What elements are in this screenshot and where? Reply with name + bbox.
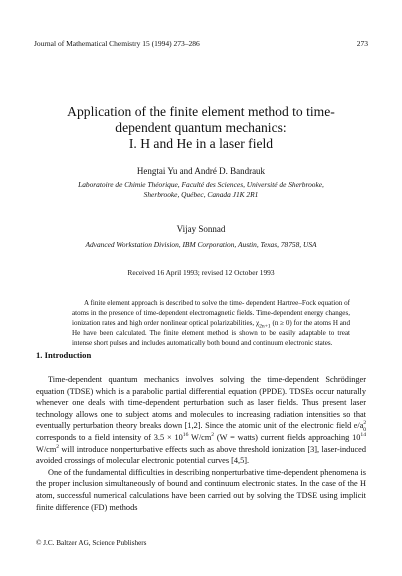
section-heading: 1. Introduction (36, 350, 92, 360)
title-line-3: I. H and He in a laser field (128, 136, 274, 151)
subscript: 0 (363, 427, 366, 434)
page-number: 273 (356, 39, 368, 48)
copyright-footer: © J.C. Baltzer AG, Science Publishers (36, 539, 147, 547)
intro-text: W/cm (36, 444, 57, 454)
superscript: 2 (56, 443, 60, 450)
affiliation-line-2: Sherbrooke, Québec, Canada J1K 2R1 (143, 190, 259, 199)
intro-text: W/cm (188, 432, 212, 442)
introduction-body (36, 374, 366, 513)
superscript: 16 (182, 432, 189, 439)
intro-text: corresponds to a field intensity of 3.5 × 10 (36, 432, 183, 442)
intro-paragraph-1 (36, 374, 366, 467)
superscript: 2 (363, 420, 367, 427)
authors-first: Hengtai Yu and André D. Bandrauk (136, 166, 266, 176)
intro-text: (W = watts) current fields approaching 10 (214, 432, 361, 442)
abstract-text-2: (n ≥ 0) for the atoms H and He have been calculated. The finite element method is shown to be easily adaptable to treat intense short pulses and includes automatically both bound and continuum electronic states. (72, 319, 350, 348)
paper-title (40, 104, 362, 152)
title-line-1: Application of the finite element method to time- (67, 104, 335, 119)
affiliation-sherbrooke (34, 180, 368, 200)
abstract (72, 298, 350, 348)
intro-paragraph-2: One of the fundamental difficulties in describing nonperturbative time-dependent phenomena is the proper inclusion simultaneously of bound and continuum electronic states. In the case of the H atom, successful numerical calculations have been carried out by solving the TDSE using implicit finite difference (FD) methods (36, 467, 366, 512)
title-line-2: dependent quantum mechanics: (115, 120, 287, 135)
affiliation-line-1: Laboratoire de Chimie Théorique, Faculté des Sciences, Université de Sherbrooke, (78, 180, 324, 189)
superscript: 14 (360, 432, 366, 439)
affiliation-ibm: Advanced Workstation Division, IBM Corporation, Austin, Texas, 78758, USA (85, 240, 317, 249)
received-dates: Received 16 April 1993; revised 12 October 1993 (127, 268, 275, 277)
superscript: 2 (211, 432, 215, 439)
intro-text: Time-dependent quantum mechanics involves solving the time-dependent Schrödinger equation (TDSE) which is a parabolic partial differential equation (PPDE). TDSEs occur naturally whenever one deals with time-dependent perturbation such as laser fields. Thus present laser technology allows one to subject atoms and molecules to increasing radiation intensities so that eventually perturbation theory breaks down [1,2]. Since the atomic unit of the electronic field e/a (36, 375, 366, 431)
authors-second: Vijay Sonnad (176, 224, 226, 234)
abstract-text-1: A finite element approach is described to solve the time- dependent Hartree–Fock equation of atoms in the presence of time-dependent electromagnetic fields. Time-dependent energy changes, ionization rates and high order nonlinear optical polarizabilities, χ (72, 299, 350, 328)
chi-subscript: 2n+1 (259, 323, 271, 330)
intro-text: will introduce nonperturbative effects such as above threshold ionization [3], laser-induced avoided crossings of molecular electronic potential curves [4,5]. (36, 444, 366, 466)
journal-citation: Journal of Mathematical Chemistry 15 (1994) 273–286 (34, 39, 200, 48)
